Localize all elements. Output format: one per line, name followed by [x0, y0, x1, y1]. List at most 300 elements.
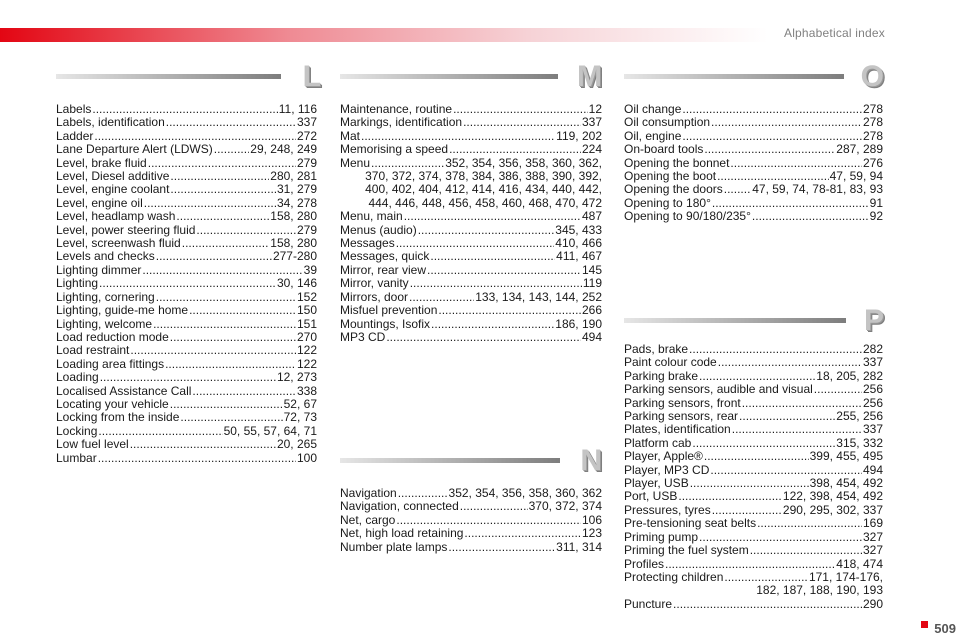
dot-leader	[742, 397, 862, 410]
dot-leader	[690, 477, 809, 490]
index-pages: 278	[862, 128, 883, 143]
index-entry	[340, 224, 602, 237]
index-entry	[340, 103, 602, 116]
index-term: Lighting, cornering	[56, 289, 155, 304]
index-entry	[624, 103, 883, 116]
index-entry	[56, 130, 317, 143]
index-term: Lighting	[56, 276, 99, 291]
section-rule	[624, 318, 846, 323]
section-header-p	[624, 306, 884, 342]
index-term: Level, headlamp wash	[56, 209, 176, 224]
index-pages: 370, 372, 374	[528, 499, 602, 514]
index-term: Locating your vehicle	[56, 396, 169, 411]
index-pages: 276	[862, 155, 883, 170]
dot-leader	[704, 143, 835, 156]
index-list-p	[624, 343, 883, 611]
index-term: Memorising a speed	[340, 142, 449, 157]
index-entry	[624, 197, 883, 210]
index-pages: 31, 279	[276, 182, 317, 197]
index-term: Opening the boot	[624, 169, 717, 184]
index-entry	[56, 398, 317, 411]
dot-leader	[712, 197, 869, 210]
index-pages: 224	[581, 142, 602, 157]
index-pages: 150	[296, 303, 317, 318]
dot-leader	[165, 358, 296, 371]
index-list-m	[340, 103, 602, 344]
dot-leader	[182, 237, 270, 250]
index-entry	[56, 318, 317, 331]
index-entry	[624, 210, 883, 223]
index-term: Oil, engine	[624, 128, 682, 143]
index-list-o	[624, 103, 883, 224]
index-entry	[340, 291, 602, 304]
dot-leader	[438, 304, 581, 317]
index-term: Lumbar	[56, 450, 97, 465]
index-entry	[624, 450, 883, 463]
index-term: Ladder	[56, 128, 94, 143]
index-term: Navigation, connected	[340, 499, 459, 514]
index-term: Level, engine oil	[56, 195, 143, 210]
index-pages: 418, 474	[836, 556, 883, 571]
dot-leader	[692, 437, 835, 450]
dot-leader	[100, 371, 276, 384]
index-entry	[624, 183, 883, 196]
dot-leader	[699, 531, 862, 544]
index-pages: 337	[862, 422, 883, 437]
index-term: Priming pump	[624, 529, 699, 544]
index-pages: 279	[296, 155, 317, 170]
index-term: Mirror, vanity	[340, 276, 409, 291]
index-entry	[624, 410, 883, 423]
index-term: Low fuel level	[56, 437, 129, 452]
index-entry	[340, 157, 602, 170]
index-term: Labels	[56, 102, 92, 116]
dot-leader	[448, 541, 555, 554]
index-pages: 29, 248, 249	[250, 142, 317, 157]
dot-leader	[371, 157, 444, 170]
index-term: Level, screenwash fluid	[56, 236, 181, 251]
index-pages: 50, 55, 57, 64, 71	[223, 423, 317, 438]
dot-leader	[170, 183, 276, 196]
dot-leader	[704, 450, 809, 463]
index-entry	[56, 143, 317, 156]
index-entry	[624, 157, 883, 170]
index-entry	[340, 210, 602, 223]
index-pages: 277-280	[272, 249, 317, 264]
dot-leader	[712, 504, 782, 517]
dot-leader	[130, 344, 296, 357]
dot-leader	[752, 210, 869, 223]
dot-leader	[750, 544, 862, 557]
index-term: Mountings, Isofix	[340, 316, 431, 331]
section-header-l	[56, 62, 321, 98]
index-term: Localised Assistance Call	[56, 383, 192, 398]
index-entry	[340, 331, 602, 344]
dot-leader	[814, 383, 862, 396]
index-pages: 494	[581, 329, 602, 344]
index-term: Loading area fittings	[56, 356, 165, 371]
index-pages: 352, 354, 356, 358, 360, 362,	[445, 155, 602, 170]
dot-leader	[665, 558, 835, 571]
dot-leader	[710, 464, 862, 477]
index-entry	[56, 250, 317, 263]
index-pages: 122, 398, 454, 492	[782, 489, 883, 504]
index-term: Net, cargo	[340, 512, 396, 527]
index-entry	[624, 531, 883, 544]
index-entry	[340, 318, 602, 331]
index-entry	[56, 331, 317, 344]
section-header-o	[624, 62, 884, 98]
dot-leader	[453, 103, 588, 116]
index-pages: 494	[862, 462, 883, 477]
dot-leader	[176, 210, 269, 223]
index-term: Maintenance, routine	[340, 102, 453, 116]
dot-leader	[398, 487, 448, 500]
index-term: Loading	[56, 370, 99, 385]
section-letter-n: N	[580, 444, 602, 477]
index-term: Protecting children	[624, 569, 724, 584]
index-pages: 100	[296, 450, 317, 465]
index-entry	[56, 210, 317, 223]
dot-leader	[189, 304, 296, 317]
index-term: Oil change	[624, 102, 682, 116]
index-term: Priming the fuel system	[624, 543, 749, 558]
index-term: Opening to 90/180/235°	[624, 209, 751, 224]
index-pages: 398, 454, 492	[809, 476, 883, 491]
index-term: Menu, main	[340, 209, 403, 224]
index-entry	[340, 527, 602, 540]
dot-leader	[430, 250, 555, 263]
index-pages: 266	[581, 303, 602, 318]
section-header-n	[340, 446, 602, 482]
index-entry	[56, 425, 317, 438]
page-title: Alphabetical index	[783, 26, 885, 40]
index-entry	[340, 250, 602, 263]
dot-leader	[148, 157, 296, 170]
section-letter-l: L	[302, 60, 321, 93]
section-rule	[340, 74, 558, 79]
dot-leader	[730, 157, 862, 170]
index-pages: 133, 134, 143, 144, 252	[475, 289, 602, 304]
index-pages: 47, 59, 74, 78-81, 83, 93	[752, 182, 883, 197]
index-pages: 106	[581, 512, 602, 527]
index-entry	[624, 116, 883, 129]
index-pages: 338	[296, 383, 317, 398]
index-term: Locking from the inside	[56, 410, 180, 425]
index-entry	[624, 383, 883, 396]
index-term: On-board tools	[624, 142, 704, 157]
index-term: Pads, brake	[624, 342, 689, 356]
index-entry	[624, 504, 883, 517]
index-entry	[624, 490, 883, 503]
index-pages: 30, 146	[276, 276, 317, 291]
index-term: Mirrors, door	[340, 289, 409, 304]
index-entry	[340, 130, 602, 143]
index-entry	[56, 197, 317, 210]
section-rule	[340, 458, 560, 463]
index-pages: 47, 59, 94	[829, 169, 883, 184]
index-term: Load restraint	[56, 343, 130, 358]
index-pages: 256	[862, 395, 883, 410]
index-pages: 279	[296, 222, 317, 237]
dot-leader	[757, 517, 862, 530]
dot-leader	[166, 116, 296, 129]
index-entry	[340, 541, 602, 554]
index-list-n	[340, 487, 602, 554]
index-entry	[56, 291, 317, 304]
index-term: Opening the bonnet	[624, 155, 730, 170]
index-pages: 290, 295, 302, 337	[782, 502, 883, 517]
index-entry-continuation: 370, 372, 374, 378, 384, 386, 388, 390, 392,	[365, 169, 602, 184]
index-term: Messages, quick	[340, 249, 430, 264]
dot-leader	[192, 385, 296, 398]
dot-leader	[196, 224, 296, 237]
index-pages: 123	[581, 526, 602, 541]
index-entry	[624, 130, 883, 143]
dot-leader	[732, 423, 862, 436]
index-entry	[340, 500, 602, 513]
dot-leader	[673, 598, 862, 611]
index-pages: 345, 433	[555, 222, 602, 237]
dot-leader	[418, 224, 555, 237]
index-pages: 39	[303, 262, 317, 277]
dot-leader	[449, 143, 581, 156]
dot-leader	[699, 370, 815, 383]
index-entry	[340, 487, 602, 500]
index-entry	[56, 358, 317, 371]
index-term: Lighting dimmer	[56, 262, 142, 277]
index-entry	[56, 183, 317, 196]
index-pages: 337	[862, 355, 883, 370]
dot-leader	[130, 438, 276, 451]
index-term: Menu	[340, 155, 371, 170]
index-entry	[56, 170, 317, 183]
index-pages: 122	[296, 356, 317, 371]
index-pages: 352, 354, 356, 358, 360, 362	[448, 486, 602, 500]
index-pages: 399, 455, 495	[809, 449, 883, 464]
index-entry	[56, 224, 317, 237]
index-pages: 282	[862, 342, 883, 356]
index-term: Puncture	[624, 596, 673, 611]
dot-leader	[214, 143, 250, 156]
index-entry	[56, 157, 317, 170]
index-pages: 72, 73	[283, 410, 317, 425]
dot-leader	[410, 277, 582, 290]
dot-leader	[156, 250, 272, 263]
index-entry	[56, 371, 317, 384]
index-entry	[624, 370, 883, 383]
index-term: Lighting, guide-me home	[56, 303, 189, 318]
index-pages: 12	[588, 102, 602, 116]
index-term: Labels, identification	[56, 115, 165, 130]
index-pages: 411, 467	[556, 249, 602, 264]
dot-leader	[678, 490, 782, 503]
index-pages: 337	[581, 115, 602, 130]
dot-leader	[460, 500, 528, 513]
dot-leader	[153, 318, 296, 331]
index-entry	[624, 571, 883, 584]
index-term: Level, Diesel additive	[56, 169, 170, 184]
index-entry	[624, 423, 883, 436]
section-letter-p: P	[863, 304, 884, 337]
index-pages: 278	[862, 115, 883, 130]
index-pages: 158, 280	[270, 236, 317, 251]
page-marker	[921, 621, 928, 628]
index-pages: 18, 205, 282	[816, 368, 883, 383]
index-term: Player, MP3 CD	[624, 462, 710, 477]
index-entry	[624, 343, 883, 356]
index-entry	[340, 277, 602, 290]
index-entry	[56, 277, 317, 290]
index-term: Misfuel prevention	[340, 303, 438, 318]
dot-leader	[142, 264, 302, 277]
dot-leader	[739, 410, 835, 423]
index-entry	[56, 304, 317, 317]
index-term: Level, brake fluid	[56, 155, 147, 170]
index-entry	[340, 237, 602, 250]
page-number: 509	[934, 621, 956, 636]
index-pages: 186, 190	[555, 316, 602, 331]
index-term: Opening the doors	[624, 182, 723, 197]
dot-leader	[170, 170, 269, 183]
index-term: Navigation	[340, 486, 397, 500]
index-term: MP3 CD	[340, 329, 386, 344]
index-entry	[56, 264, 317, 277]
index-term: Player, USB	[624, 476, 689, 491]
index-pages: 327	[862, 529, 883, 544]
index-term: Platform cab	[624, 435, 692, 450]
dot-leader	[361, 130, 555, 143]
dot-leader	[689, 343, 862, 356]
index-pages: 52, 67	[283, 396, 317, 411]
index-entry	[624, 437, 883, 450]
index-pages: 410, 466	[555, 236, 602, 251]
dot-leader	[718, 356, 862, 369]
index-term: Lighting, welcome	[56, 316, 153, 331]
dot-leader	[386, 331, 581, 344]
index-term: Messages	[340, 236, 395, 251]
index-term: Player, Apple®	[624, 449, 703, 464]
index-pages: 152	[296, 289, 317, 304]
index-pages: 256	[862, 382, 883, 397]
index-entry	[624, 558, 883, 571]
index-term: Menus (audio)	[340, 222, 417, 237]
index-entry-continuation: 182, 187, 188, 190, 193	[756, 583, 883, 598]
index-term: Net, high load retaining	[340, 526, 464, 541]
section-letter-m: M	[577, 60, 602, 93]
index-term: Opening to 180°	[624, 195, 711, 210]
index-entry	[340, 514, 602, 527]
index-pages: 311, 314	[556, 539, 602, 554]
dot-leader	[711, 116, 862, 129]
index-pages: 145	[581, 262, 602, 277]
dot-leader	[409, 291, 474, 304]
index-list-l	[56, 103, 317, 465]
index-pages: 315, 332	[836, 435, 883, 450]
index-term: Load reduction mode	[56, 329, 169, 344]
index-term: Profiles	[624, 556, 665, 571]
index-entry	[624, 477, 883, 490]
dot-leader	[682, 103, 862, 116]
index-pages: 20, 265	[276, 437, 317, 452]
index-entry	[56, 385, 317, 398]
index-term: Port, USB	[624, 489, 678, 504]
index-entry	[624, 356, 883, 369]
section-header-m	[340, 62, 602, 98]
index-entry	[56, 344, 317, 357]
index-entry	[340, 116, 602, 129]
index-pages: 280, 281	[270, 169, 317, 184]
index-pages: 34, 278	[276, 195, 317, 210]
index-pages: 171, 174-176,	[808, 569, 883, 584]
index-pages: 11, 116	[278, 102, 317, 116]
index-pages: 169	[862, 516, 883, 531]
index-term: Locking	[56, 423, 98, 438]
index-pages: 278	[862, 102, 883, 116]
index-pages: 327	[862, 543, 883, 558]
dot-leader	[404, 210, 581, 223]
index-entry	[624, 517, 883, 530]
index-pages: 92	[869, 209, 883, 224]
index-pages: 122	[296, 343, 317, 358]
dot-leader	[98, 452, 296, 465]
dot-leader	[94, 130, 296, 143]
index-pages: 287, 289	[836, 142, 883, 157]
index-pages: 290	[862, 596, 883, 611]
index-pages: 91	[869, 195, 883, 210]
dot-leader	[396, 237, 555, 250]
index-entry	[624, 397, 883, 410]
dot-leader	[463, 116, 581, 129]
dot-leader	[717, 170, 829, 183]
dot-leader	[170, 331, 296, 344]
index-entry	[624, 143, 883, 156]
index-term: Oil consumption	[624, 115, 711, 130]
index-pages: 255, 256	[836, 409, 883, 424]
index-entry-continuation: 444, 446, 448, 456, 458, 460, 468, 470, 472	[368, 195, 602, 210]
index-entry	[340, 304, 602, 317]
dot-leader	[431, 318, 554, 331]
index-entry	[624, 170, 883, 183]
index-entry	[56, 452, 317, 465]
dot-leader	[396, 514, 581, 527]
index-term: Level, power steering fluid	[56, 222, 196, 237]
index-term: Number plate lamps	[340, 539, 448, 554]
index-pages: 272	[296, 128, 317, 143]
index-entry	[340, 143, 602, 156]
section-rule	[56, 74, 281, 79]
index-term: Mat	[340, 128, 361, 143]
index-term: Markings, identification	[340, 115, 463, 130]
dot-leader	[724, 183, 751, 196]
index-pages: 119, 202	[556, 128, 602, 143]
index-entry	[624, 598, 883, 611]
index-term: Pre-tensioning seat belts	[624, 516, 757, 531]
index-term: Levels and checks	[56, 249, 155, 264]
index-term: Mirror, rear view	[340, 262, 427, 277]
index-entry	[56, 438, 317, 451]
index-term: Level, engine coolant	[56, 182, 170, 197]
section-rule	[624, 74, 844, 79]
dot-leader	[98, 425, 222, 438]
index-entry	[56, 116, 317, 129]
index-term: Parking brake	[624, 368, 699, 383]
index-entry	[56, 237, 317, 250]
index-entry	[340, 264, 602, 277]
index-term: Pressures, tyres	[624, 502, 711, 517]
section-letter-o: O	[860, 60, 884, 93]
dot-leader	[464, 527, 581, 540]
